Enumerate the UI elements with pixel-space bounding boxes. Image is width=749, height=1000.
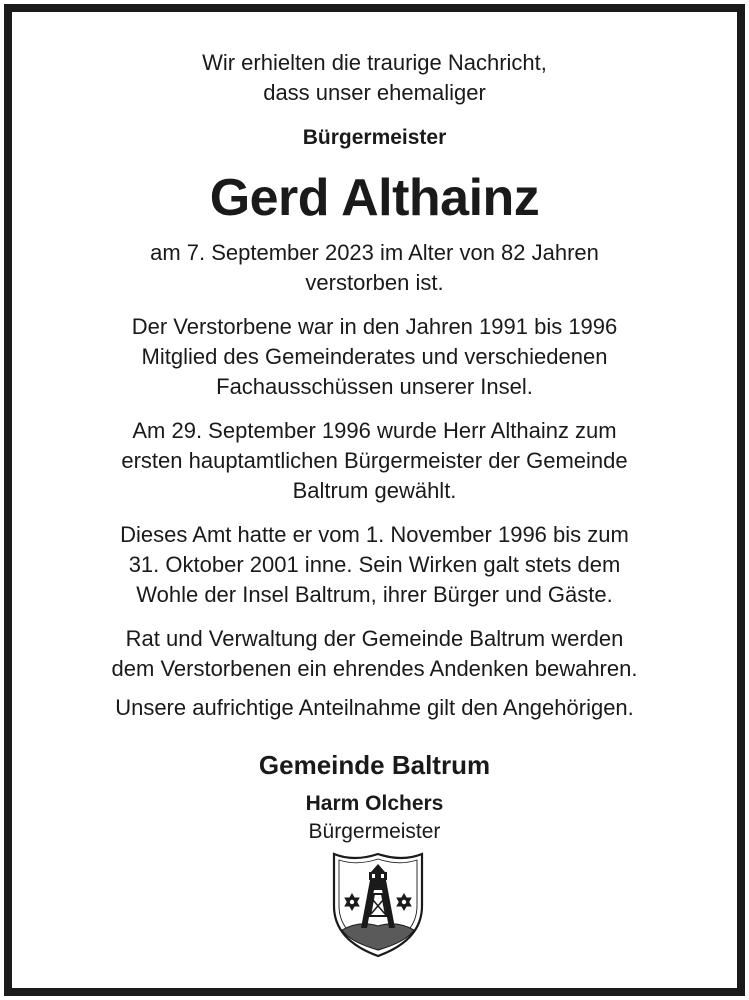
paragraph-line: Unsere aufrichtige Anteilnahme gilt den Angehörigen. (115, 695, 634, 720)
paragraph-line: Wohle der Insel Baltrum, ihrer Bürger und Gäste. (136, 582, 613, 607)
paragraph-line: 31. Oktober 2001 inne. Sein Wirken galt stets dem (128, 552, 621, 577)
paragraph-line: Rat und Verwaltung der Gemeinde Baltrum werden (125, 626, 624, 651)
signer-role: Bürgermeister (308, 820, 441, 843)
paragraph-line: Am 29. September 1996 wurde Herr Althainz zum (132, 418, 617, 443)
paragraph-death-date (12, 238, 737, 298)
paragraph-line: Baltrum gewählt. (292, 478, 457, 503)
paragraph-line: Dieses Amt hatte er vom 1. November 1996 bis zum (120, 522, 629, 547)
paragraph-council (12, 312, 737, 402)
deceased-title: Bürgermeister (302, 126, 447, 149)
paragraph-line: Fachausschüssen unserer Insel. (216, 374, 533, 399)
paragraph-term (12, 520, 737, 610)
paragraph-line: Mitglied des Gemeinderates und verschiedenen (141, 344, 608, 369)
paragraph-remembrance (12, 624, 737, 684)
paragraph-line: am 7. September 2023 im Alter von 82 Jahren (150, 240, 599, 265)
paragraph-condolence (12, 693, 737, 723)
paragraph-election (12, 416, 737, 506)
intro-line: dass unser ehemaliger (263, 80, 486, 105)
paragraph-line: Der Verstorbene war in den Jahren 1991 bis 1996 (131, 314, 618, 339)
intro-line: Wir erhielten die traurige Nachricht, (202, 50, 547, 75)
intro-text (12, 48, 737, 108)
paragraph-line: ersten hauptamtlichen Bürgermeister der Gemeinde (121, 448, 628, 473)
paragraph-line: dem Verstorbenen ein ehrendes Andenken bewahren. (111, 656, 638, 681)
coat-of-arms-icon (330, 850, 426, 960)
paragraph-line: verstorben ist. (305, 270, 444, 295)
deceased-name: Gerd Althainz (209, 169, 540, 227)
signer-name: Harm Olchers (305, 792, 444, 815)
organization-name: Gemeinde Baltrum (258, 750, 491, 780)
